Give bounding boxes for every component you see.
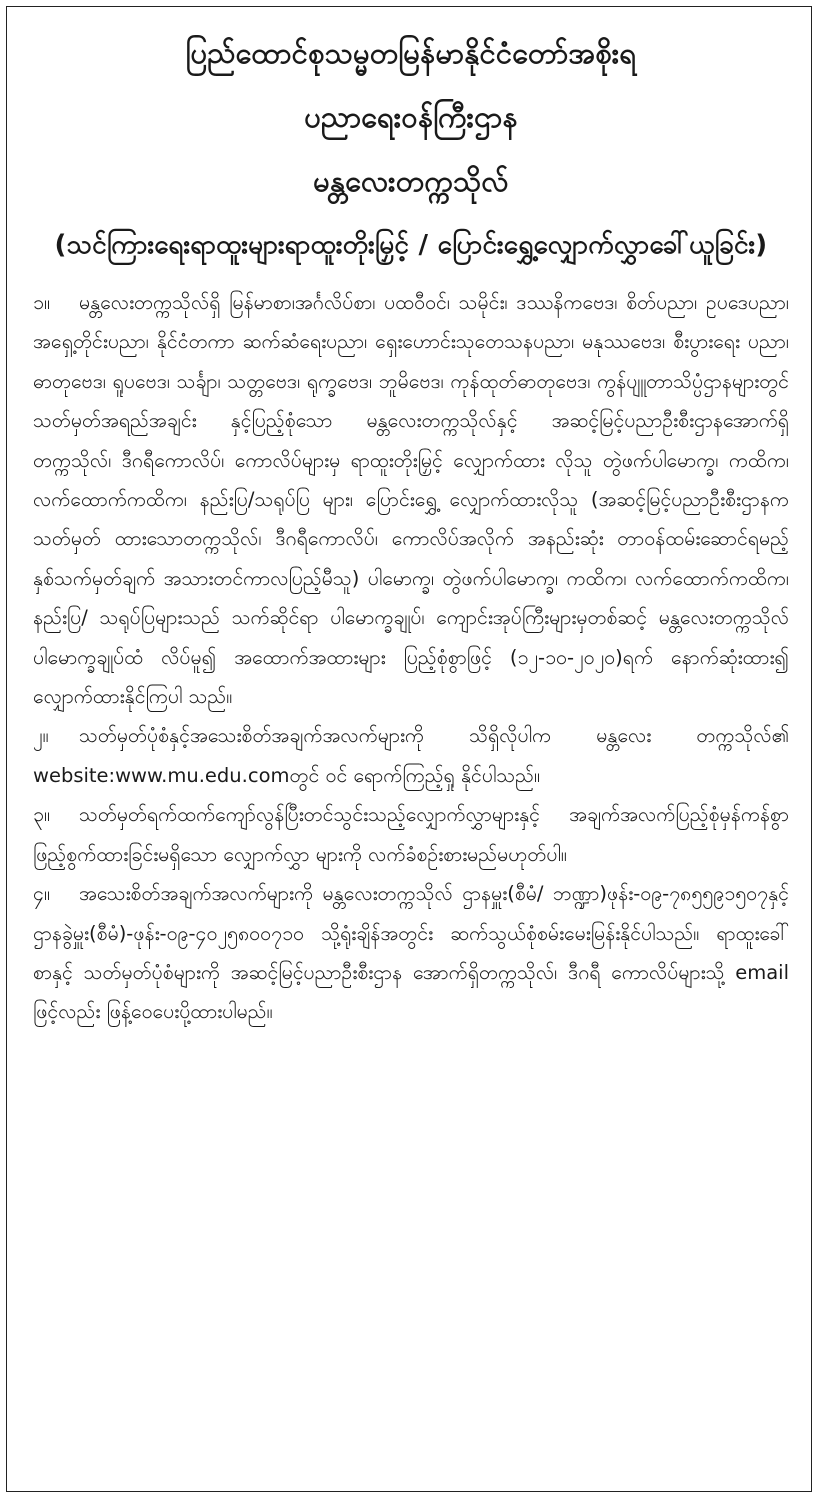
- ministry-title: ပညာရေးဝန်ကြီးဌာန: [304, 100, 518, 134]
- paragraph-text: မန္တလေးတက္ကသိုလ်ရှိ မြန်မာစာ၊အင်္ဂလိပ်စာ၊ ပထဝီဝင်၊ သမိုင်း၊ ဒဿနိကဗေဒ၊ စိတ်ပညာ၊ ဥပဒေပညာ၊ အရှေ့တိုင်းပညာ၊ နိုင်ငံတကာ ဆက်ဆံရေးပညာ၊ ရှေးဟောင်းသုတေသနပညာ၊ မနုဿဗေဒ၊ စီးပွားရေး ပညာ၊ ဓာတုဗေဒ၊ ရူပဗေဒ၊ သင်္ချာ၊ သတ္တဗေဒ၊ ရုက္ခဗေဒ၊ ဘူမိဗေဒ၊ ကုန်ထုတ်ဓာတုဗေဒ၊ ကွန်ပျူတာသိပ္ပံဌာနများတွင် သတ်မှတ်အရည်အချင်း နှင့်ပြည့်စုံသော မန္တလေးတက္ကသိုလ်နှင့် အဆင့်မြင့်ပညာဦးစီးဌာနအောက်ရှိ တက္ကသိုလ်၊ ဒီဂရီကောလိပ်၊ ကောလိပ်များမှ ရာထူးတိုးမြှင့် လျှောက်ထား လိုသူ တွဲဖက်ပါမောက္ခ၊ ကထိက၊ လက်ထောက်ကထိက၊ နည်းပြ/သရုပ်ပြ များ၊ ပြောင်းရွှေ့ လျှောက်ထားလိုသူ (အဆင့်မြင့်ပညာဦးစီးဌာနက သတ်မှတ် ထားသောတက္ကသိုလ်၊ ဒီဂရီကောလိပ်၊ ကောလိပ်အလိုက် အနည်းဆုံး တာဝန်ထမ်းဆောင်ရမည့် နှစ်သက်မှတ်ချက် အသားတင်ကာလပြည့်မီသူ) ပါမောက္ခ၊ တွဲဖက်ပါမောက္ခ၊ ကထိက၊ လက်ထောက်ကထိက၊ နည်းပြ/ သရုပ်ပြများသည် သက်ဆိုင်ရာ ပါမောက္ခချုပ်၊ ကျောင်းအုပ်ကြီးများမှတစ်ဆင့် မန္တလေးတက္ကသိုလ် ပါမောက္ခချုပ်ထံ လိပ်မူ၍ အထောက်အထားများ ပြည့်စုံစွာဖြင့် (၁၂-၁၀-၂၀၂၀)ရက် နောက်ဆုံးထား၍ လျှောက်ထားနိုင်ကြပါ သည်။: [33, 291, 789, 709]
- paragraph-3: [33, 795, 789, 874]
- paragraph-text: အသေးစိတ်အချက်အလက်များကို မန္တလေးတက္ကသိုလ် ဌာနမှူး(စီမံ/ ဘဏ္ဍာ)ဖုန်း-၀၉-၇၈၅၅၉၁၅၀၇နှင့် ဌာနခွဲမှူး(စီမံ)-ဖုန်း-၀၉-၄၀၂၅၈၀၀၇၁၀ သို့ရုံးချိန်အတွင်း ဆက်သွယ်စုံစမ်းမေးမြန်းနိုင်ပါသည်။ ရာထူးခေါ်စာနှင့် သတ်မှတ်ပုံစံများကို အဆင့်မြင့်ပညာဦးစီးဌာန အောက်ရှိတက္ကသိုလ်၊ ဒီဂရီ ကောလိပ်များသို့ email ဖြင့်လည်း ဖြန့်ဝေပေးပို့ထားပါမည်။: [33, 882, 789, 1024]
- paragraph-4: [33, 874, 789, 1032]
- paragraph-number: ၂။: [33, 724, 49, 748]
- paragraph-1: [33, 283, 789, 716]
- paragraph-text: သတ်မှတ်ရက်ထက်ကျော်လွန်ပြီးတင်သွင်းသည့်လျှောက်လွှာများနှင့် အချက်အလက်ပြည့်စုံမှန်ကန်စွာ ဖြည့်စွက်ထားခြင်းမရှိသော လျှောက်လွှာ များကို လက်ခံစဉ်းစားမည်မဟုတ်ပါ။: [33, 803, 789, 866]
- paragraph-number: ၄။: [33, 882, 50, 906]
- paragraph-number: ၁။: [33, 291, 50, 314]
- announcement-frame: [6, 6, 812, 1492]
- announcement-subject: (သင်ကြားရေးရာထူးများရာထူးတိုးမြှင့် / ပြောင်းရွှေ့လျှောက်လွှာခေါ်ယူခြင်း): [54, 230, 768, 260]
- paragraph-2: [33, 716, 789, 795]
- university-title: မန္တလေးတက္ကသိုလ်: [313, 164, 509, 198]
- announcement-header: [33, 21, 789, 277]
- paragraph-number: ၃။: [33, 803, 50, 827]
- paragraph-text: သတ်မှတ်ပုံစံနှင့်အသေးစိတ်အချက်အလက်များကို သိရှိလိုပါက မန္တလေး တက္ကသိုလ်၏ website:www.mu.edu.comတွင် ဝင် ရောက်ကြည့်ရှု နိုင်ပါသည်။: [33, 724, 789, 787]
- announcement-body: [33, 283, 789, 1032]
- government-title: ပြည်ထောင်စုသမ္မတမြန်မာနိုင်ငံတော်အစိုးရ: [185, 36, 637, 70]
